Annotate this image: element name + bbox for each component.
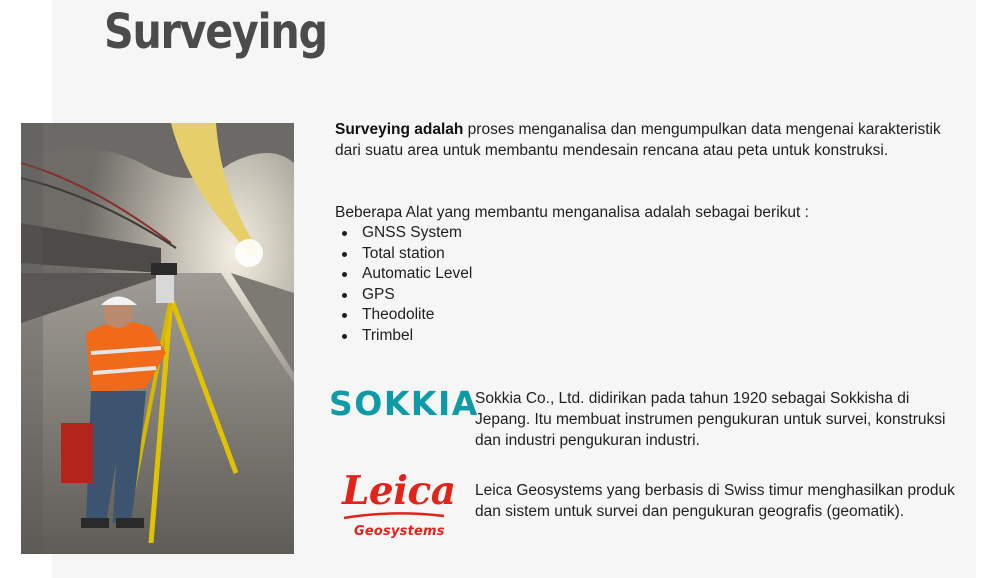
list-item: Theodolite <box>335 305 472 326</box>
sokkia-logo: SOKKIA <box>329 384 479 423</box>
list-item: Total station <box>335 244 472 265</box>
sokkia-description: Sokkia Co., Ltd. didirikan pada tahun 1920 sebagai Sokkisha di Jepang. Itu membuat instrumen pengukuran untuk survei, konstruksi dan industri pengukuran industri. <box>475 390 946 449</box>
list-item: Automatic Level <box>335 264 472 285</box>
tools-heading: Beberapa Alat yang membantu menganalisa adalah sebagai berikut : <box>335 204 809 221</box>
list-item: GPS <box>335 285 472 306</box>
tools-list <box>335 223 472 347</box>
leica-description: Leica Geosystems yang berbasis di Swiss timur menghasilkan produk dan sistem untuk survei dan pengukuran geografis (geomatik). <box>475 482 955 520</box>
page-title: Surveying <box>104 4 327 60</box>
leica-logo <box>338 468 456 546</box>
surveying-definition <box>335 120 945 161</box>
surveying-term: Surveying adalah <box>335 121 464 138</box>
list-item: GNSS System <box>335 223 472 244</box>
list-item: Trimbel <box>335 326 472 347</box>
surveying-definition-text: proses menganalisa dan mengumpulkan data mengenai karakteristik dari suatu area untuk membantu mendesain rencana atau peta untuk konstruksi. <box>335 121 941 159</box>
surveyor-tunnel-photo <box>21 123 294 554</box>
leica-logo-word: Leica <box>342 468 456 514</box>
leica-logo-sub: Geosystems <box>354 524 445 539</box>
